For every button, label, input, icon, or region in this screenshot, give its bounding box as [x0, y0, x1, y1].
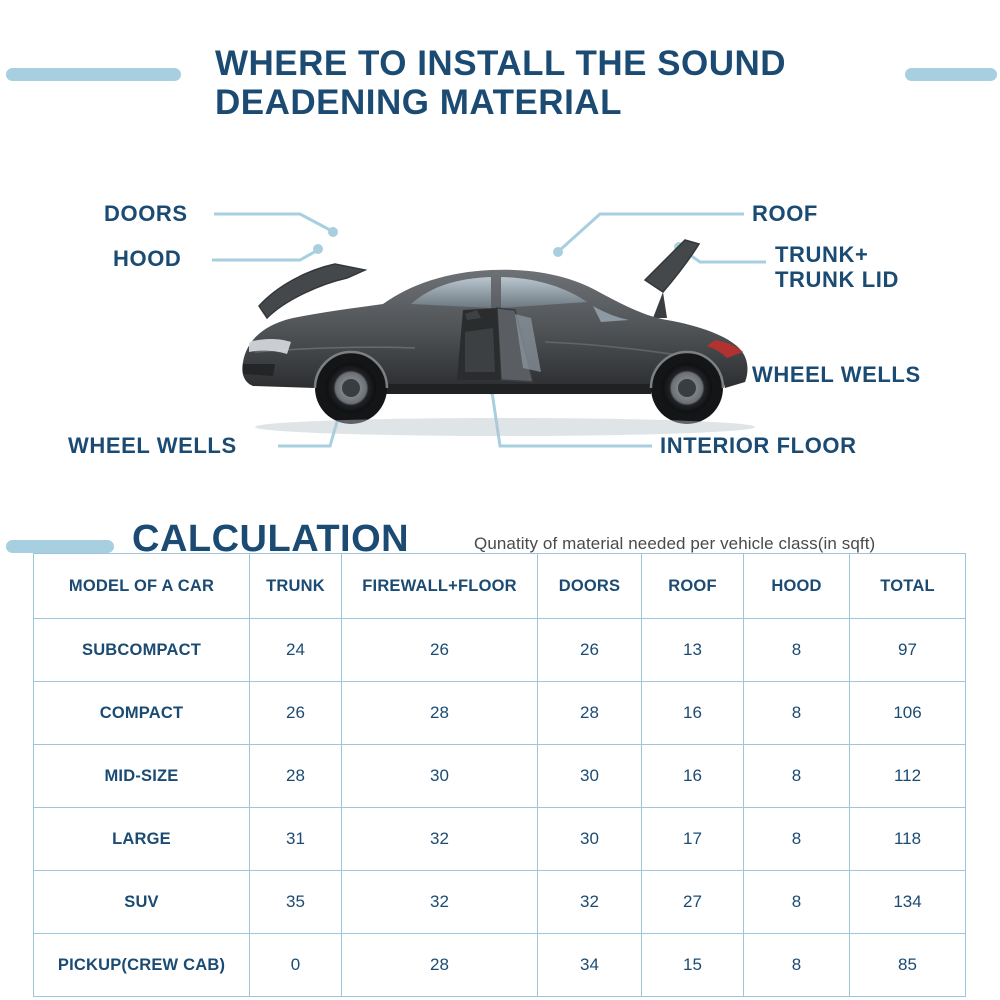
- cell-trunk: 0: [250, 934, 342, 997]
- callout-label-hood: HOOD: [113, 246, 182, 271]
- cell-hood: 8: [744, 871, 850, 934]
- cell-doors: 30: [538, 808, 642, 871]
- cell-hood: 8: [744, 808, 850, 871]
- column-header-trunk: TRUNK: [250, 554, 342, 619]
- table-header: [34, 554, 966, 619]
- cell-firewall-floor: 32: [342, 871, 538, 934]
- column-header-doors: DOORS: [538, 554, 642, 619]
- column-header-roof: ROOF: [642, 554, 744, 619]
- cell-trunk: 31: [250, 808, 342, 871]
- cell-hood: 8: [744, 745, 850, 808]
- cell-hood: 8: [744, 934, 850, 997]
- cell-total: 106: [850, 682, 966, 745]
- column-header-model: MODEL OF A CAR: [34, 554, 250, 619]
- cell-roof: 16: [642, 682, 744, 745]
- callout-label-trunk-line2: TRUNK LID: [775, 266, 899, 292]
- cell-roof: 27: [642, 871, 744, 934]
- cell-model: PICKUP(CREW CAB): [34, 934, 250, 997]
- cell-model: SUBCOMPACT: [34, 619, 250, 682]
- cell-firewall-floor: 26: [342, 619, 538, 682]
- cell-model: LARGE: [34, 808, 250, 871]
- cell-doors: 30: [538, 745, 642, 808]
- page-title: WHERE TO INSTALL THE SOUND DEADENING MATERIAL: [215, 44, 787, 123]
- cell-roof: 13: [642, 619, 744, 682]
- header-dash-right: [905, 68, 997, 81]
- cell-trunk: 35: [250, 871, 342, 934]
- table-row: [34, 934, 966, 997]
- car-illustration: [215, 222, 775, 452]
- cell-doors: 26: [538, 619, 642, 682]
- cell-trunk: 26: [250, 682, 342, 745]
- cell-hood: 8: [744, 619, 850, 682]
- column-header-hood: HOOD: [744, 554, 850, 619]
- cell-model: SUV: [34, 871, 250, 934]
- callout-label-wheel-wells-right: WHEEL WELLS: [752, 362, 921, 387]
- cell-roof: 16: [642, 745, 744, 808]
- table-row: [34, 619, 966, 682]
- column-header-firewall-floor: FIREWALL+FLOOR: [342, 554, 538, 619]
- cell-doors: 34: [538, 934, 642, 997]
- table-row: [34, 745, 966, 808]
- cell-trunk: 28: [250, 745, 342, 808]
- cell-total: 97: [850, 619, 966, 682]
- calculation-subtitle: Qunatity of material needed per vehicle class(in sqft): [474, 534, 876, 553]
- table-row: [34, 808, 966, 871]
- cell-firewall-floor: 30: [342, 745, 538, 808]
- cell-total: 85: [850, 934, 966, 997]
- cell-model: COMPACT: [34, 682, 250, 745]
- cell-model: MID-SIZE: [34, 745, 250, 808]
- callout-label-trunk: [775, 243, 899, 292]
- material-quantity-table: [33, 553, 966, 997]
- callout-label-doors: DOORS: [104, 201, 188, 226]
- cell-firewall-floor: 28: [342, 682, 538, 745]
- material-quantity-table-wrap: [33, 553, 965, 997]
- callout-label-trunk-line1: TRUNK+: [775, 242, 869, 267]
- header-dash-left: [6, 68, 181, 81]
- header: [0, 0, 1000, 152]
- cell-total: 118: [850, 808, 966, 871]
- cell-firewall-floor: 28: [342, 934, 538, 997]
- table-row: [34, 871, 966, 934]
- cell-firewall-floor: 32: [342, 808, 538, 871]
- callout-label-roof: ROOF: [752, 201, 818, 226]
- callout-label-wheel-wells-left: WHEEL WELLS: [68, 433, 237, 458]
- cell-doors: 32: [538, 871, 642, 934]
- table-row: [34, 682, 966, 745]
- cell-roof: 17: [642, 808, 744, 871]
- cell-total: 134: [850, 871, 966, 934]
- column-header-total: TOTAL: [850, 554, 966, 619]
- cell-trunk: 24: [250, 619, 342, 682]
- callout-label-interior-floor: INTERIOR FLOOR: [660, 433, 857, 458]
- table-body: [34, 619, 966, 997]
- cell-total: 112: [850, 745, 966, 808]
- calculation-dash: [6, 540, 114, 553]
- calculation-title: CALCULATION: [132, 518, 410, 560]
- cell-doors: 28: [538, 682, 642, 745]
- table-header-row: [34, 554, 966, 619]
- cell-roof: 15: [642, 934, 744, 997]
- cell-hood: 8: [744, 682, 850, 745]
- install-locations-diagram: [0, 170, 1000, 510]
